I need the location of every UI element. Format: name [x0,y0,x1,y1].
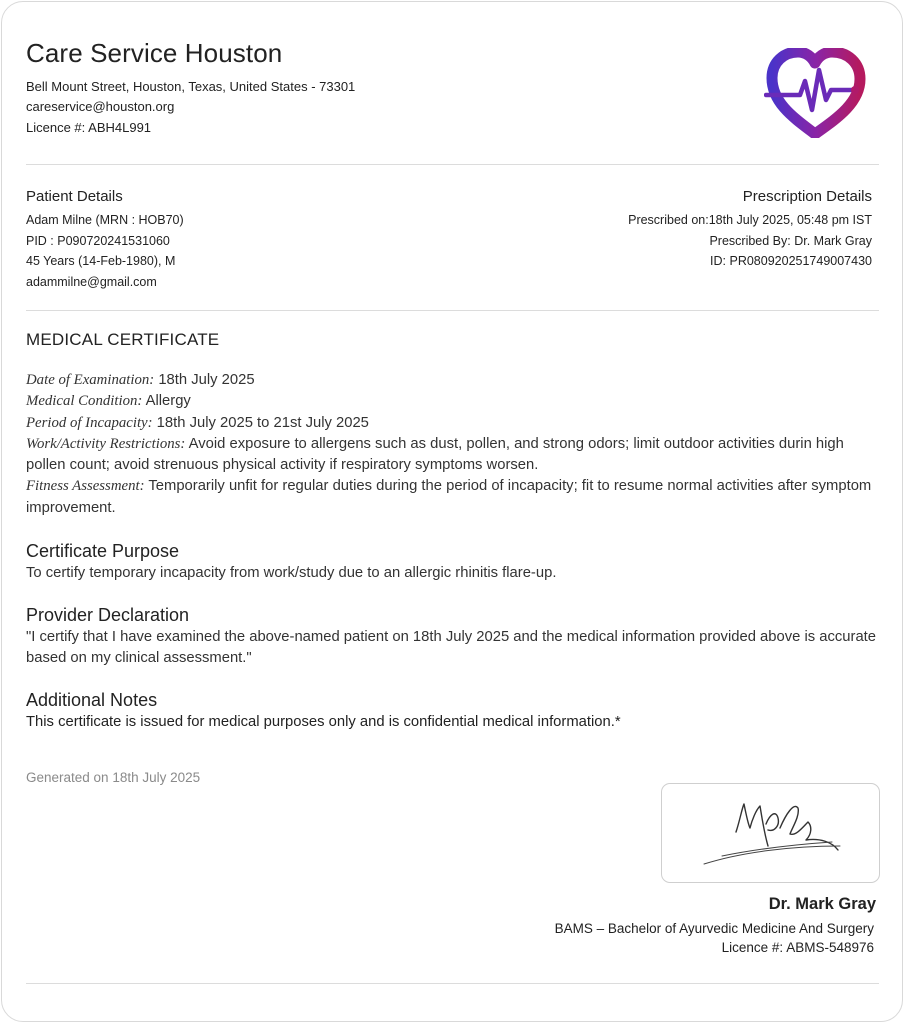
prescribed-by: Prescribed By: Dr. Mark Gray [709,234,872,248]
clinic-email: careservice@houston.org [26,99,175,114]
fitness-row [26,476,876,519]
heart-pulse-icon [764,48,866,138]
prescription-id: ID: PR080920251749007430 [710,254,872,268]
clinic-licence: Licence #: ABH4L991 [26,120,152,135]
declaration-text: "I certify that I have examined the above-named patient on 18th July 2025 and the medical information provided above is accurate based on my clinical assessment." [26,629,877,667]
condition-row [26,391,876,412]
exam-date-row [26,370,876,391]
fitness-label: Fitness Assessment: [26,478,145,495]
period-value: 18th July 2025 to 21st July 2025 [152,414,369,431]
clinic-address: Bell Mount Street, Houston, Texas, United States - 73301 [26,79,356,94]
prescribed-on: Prescribed on:18th July 2025, 05:48 pm IST [628,213,872,227]
patient-name: Adam Milne (MRN : HOB70) [26,213,184,227]
restrictions-value: Avoid exposure to allergens such as dust, pollen, and strong odors; limit outdoor activities durin high pollen count; avoid strenuous physical activity if respiratory symptoms worsen. [26,435,844,474]
patient-email: adammilne@gmail.com [26,275,157,289]
exam-date-value: 18th July 2025 [154,372,255,388]
period-label: Period of Incapacity: [26,414,153,431]
signature-box [661,783,880,883]
patient-pid: PID : P090720241531060 [26,234,170,248]
divider [26,164,879,165]
doctor-licence: Licence #: ABMS-548976 [721,940,874,955]
notes-heading: Additional Notes [26,690,158,710]
fitness-value: Temporarily unfit for regular duties during the period of incapacity; fit to resume normal activities after symptom improvement. [26,478,872,516]
patient-age: 45 Years (14-Feb-1980), M [26,254,176,268]
notes-text: This certificate is issued for medical purposes only and is confidential medical information.* [26,714,621,730]
declaration-heading: Provider Declaration [26,605,190,625]
purpose-text: To certify temporary incapacity from work/study due to an allergic rhinitis flare-up. [26,565,557,581]
divider [26,983,879,984]
generated-date: Generated on 18th July 2025 [26,770,201,785]
prescription-details-heading: Prescription Details [742,188,872,205]
period-row [26,413,876,434]
doctor-qualification: BAMS – Bachelor of Ayurvedic Medicine And Surgery [554,921,874,936]
certificate-fields [26,370,876,519]
restrictions-label: Work/Activity Restrictions: [26,435,186,452]
condition-value: Allergy [142,393,191,410]
condition-label: Medical Condition: [26,393,143,410]
purpose-heading: Certificate Purpose [26,541,180,561]
certificate-title: MEDICAL CERTIFICATE [26,330,220,349]
clinic-name: Care Service Houston [26,38,283,68]
signature-image [662,784,881,884]
divider [26,310,879,311]
doctor-name: Dr. Mark Gray [768,895,876,913]
restrictions-row [26,434,876,477]
patient-details-heading: Patient Details [26,188,123,205]
exam-date-label: Date of Examination: [26,372,155,388]
